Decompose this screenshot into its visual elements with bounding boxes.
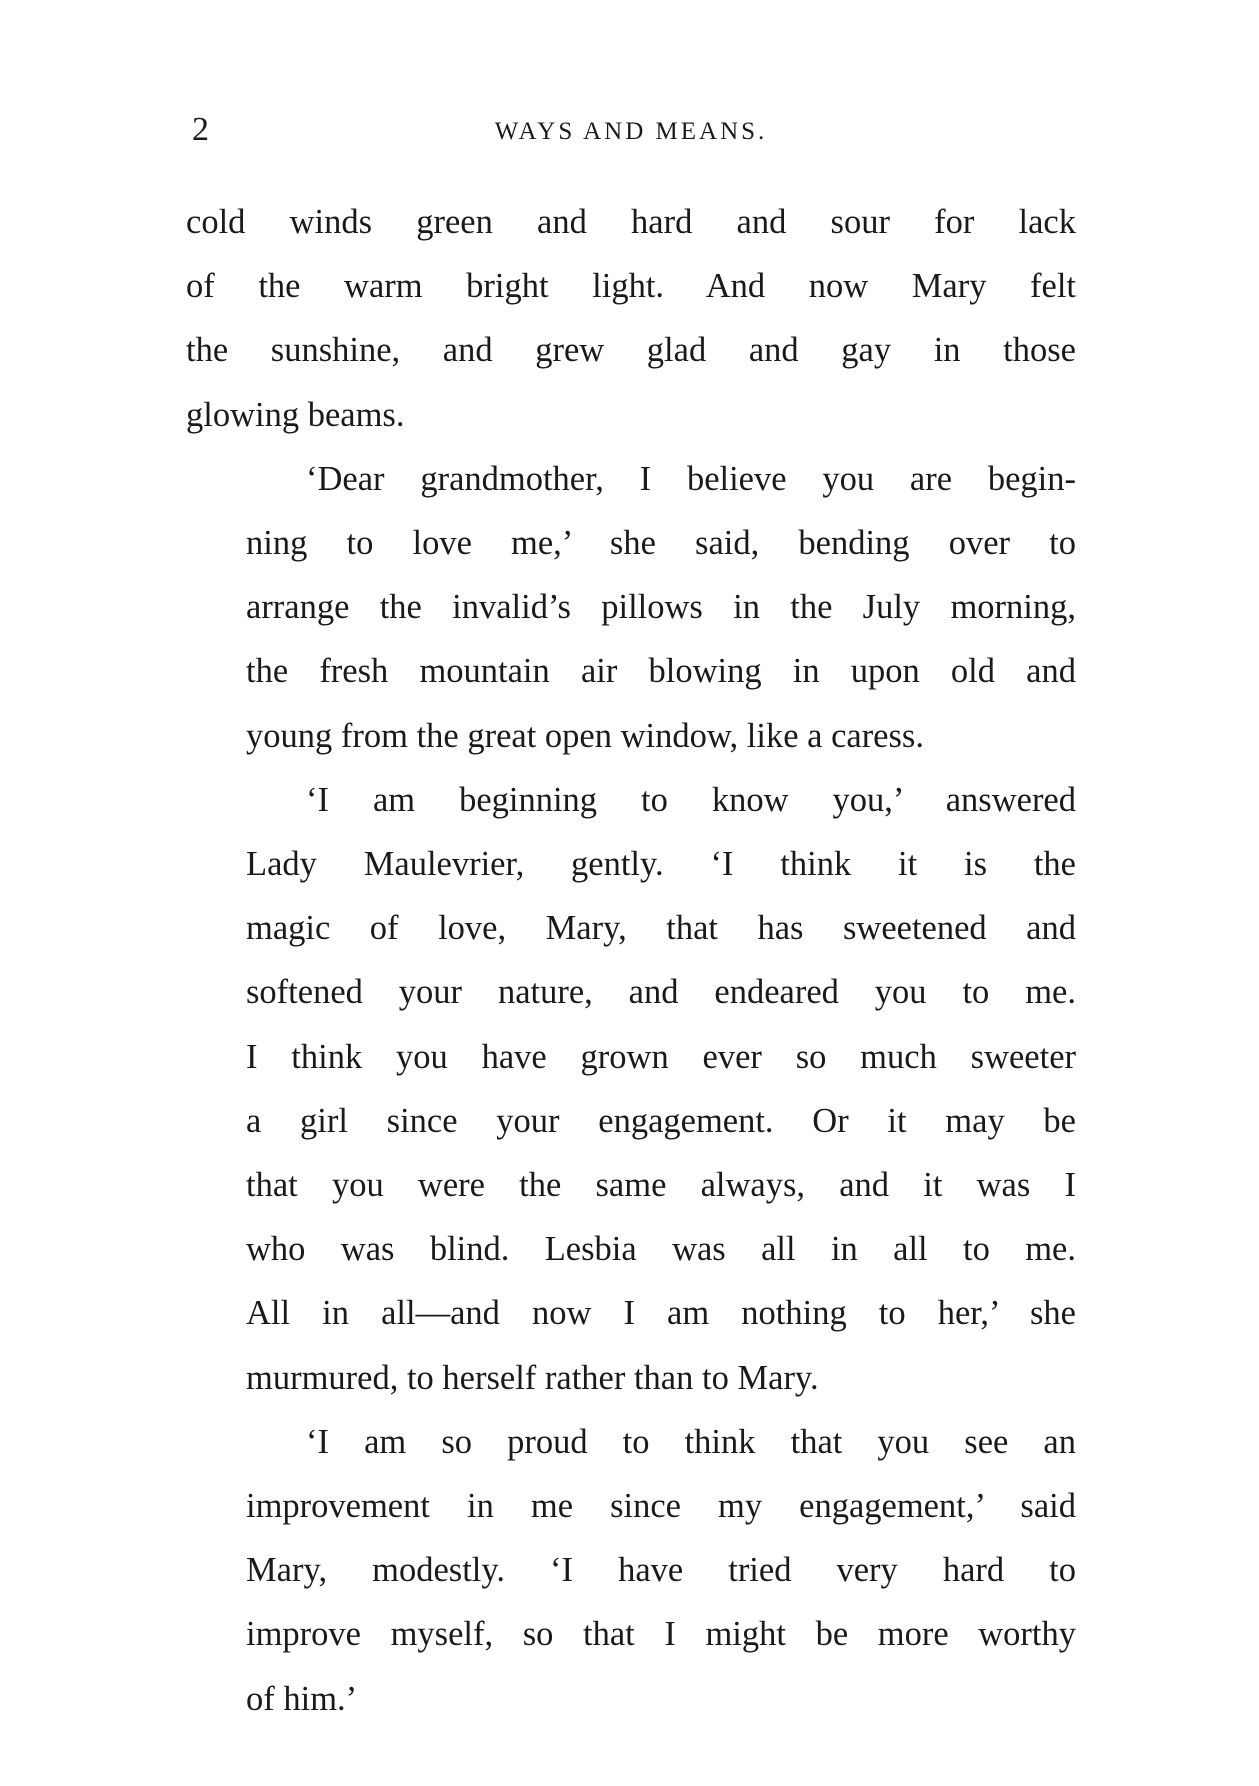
text-line: of him.’ [246, 1679, 358, 1718]
page-header [186, 100, 1076, 160]
text-line: arrange the invalid’s pillows in the July morning, [246, 588, 1076, 627]
running-head: WAYS AND MEANS. [494, 118, 768, 145]
text-line: Lady Maulevrier, gently. ‘I think it is the [246, 845, 1076, 884]
text-line: of the warm bright light. And now Mary felt [186, 267, 1076, 306]
body-text [186, 190, 1076, 1731]
text-line: a girl since your engagement. Or it may be [246, 1101, 1076, 1140]
page-number: 2 [192, 111, 209, 148]
text-line: ‘I am so proud to think that you see an [306, 1422, 1076, 1461]
text-line: ‘I am beginning to know you,’ answered [306, 780, 1076, 819]
text-line: softened your nature, and endeared you to me. [246, 973, 1076, 1012]
text-line: the sunshine, and grew glad and gay in those [186, 331, 1076, 370]
text-line: who was blind. Lesbia was all in all to me. [246, 1230, 1076, 1269]
text-line: Mary, modestly. ‘I have tried very hard to [246, 1551, 1076, 1590]
text-line: that you were the same always, and it was I [246, 1166, 1076, 1205]
text-line: I think you have grown ever so much sweeter [246, 1037, 1076, 1076]
paragraph-3 [186, 768, 1076, 1410]
text-line: young from the great open window, like a caress. [246, 716, 924, 755]
text-line: the fresh mountain air blowing in upon old and [246, 652, 1076, 691]
paragraph-1 [186, 190, 1076, 447]
text-line: ‘Dear grandmother, I believe you are begin- [306, 459, 1076, 498]
text-line: glowing beams. [186, 395, 405, 434]
text-line: improve myself, so that I might be more worthy [246, 1615, 1076, 1654]
paragraph-2 [186, 447, 1076, 768]
text-line: improvement in me since my engagement,’ said [246, 1487, 1076, 1526]
book-page [186, 100, 1076, 1740]
text-line: murmured, to herself rather than to Mary. [246, 1358, 819, 1397]
text-line: cold winds green and hard and sour for lack [186, 203, 1076, 241]
text-line: magic of love, Mary, that has sweetened and [246, 909, 1076, 948]
paragraph-4 [186, 1410, 1076, 1731]
text-line: ning to love me,’ she said, bending over to [246, 524, 1076, 563]
text-line: All in all—and now I am nothing to her,’ she [246, 1294, 1076, 1333]
